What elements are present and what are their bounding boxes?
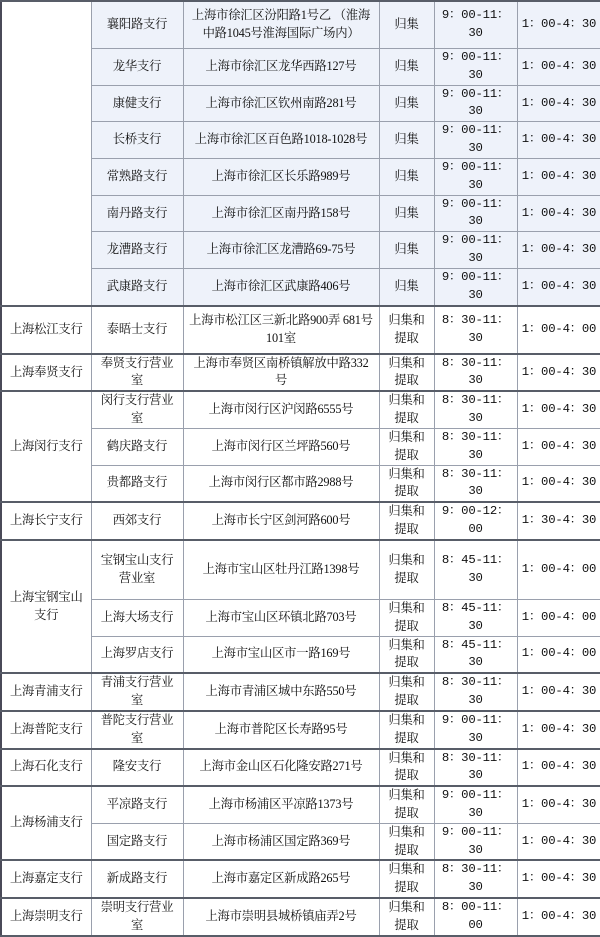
cell-afternoon-hours: 1：00-4：30	[517, 673, 600, 711]
cell-afternoon-hours: 1：00-4：00	[517, 636, 600, 673]
cell-morning-hours: 8：45-11：30	[434, 636, 517, 673]
cell-service-type: 归集和提取	[379, 786, 434, 823]
cell-service-type: 归集和提取	[379, 673, 434, 711]
cell-bank-name: 上海宝钢宝山 支行	[1, 540, 91, 673]
cell-bank-name: 上海松江支行	[1, 306, 91, 354]
table-row	[1, 158, 600, 195]
table-row	[1, 540, 600, 600]
cell-morning-hours: 9：00-11：30	[434, 786, 517, 823]
cell-afternoon-hours: 1：00-4：30	[517, 465, 600, 502]
cell-sub-branch: 龙华支行	[91, 49, 183, 86]
cell-service-type: 归集和提取	[379, 540, 434, 600]
cell-morning-hours: 8：30-11：30	[434, 391, 517, 428]
cell-morning-hours: 8：45-11：30	[434, 540, 517, 600]
cell-service-type: 归集	[379, 49, 434, 86]
cell-bank-name: 上海石化支行	[1, 749, 91, 787]
cell-sub-branch: 普陀支行营业室	[91, 711, 183, 749]
cell-morning-hours: 8：30-11：30	[434, 354, 517, 392]
cell-address: 上海市奉贤区南桥镇解放中路332号	[183, 354, 379, 392]
cell-sub-branch: 新成路支行	[91, 860, 183, 898]
cell-afternoon-hours: 1：00-4：30	[517, 195, 600, 232]
cell-address: 上海市普陀区长寿路95号	[183, 711, 379, 749]
cell-bank-name: 上海青浦支行	[1, 673, 91, 711]
table-row	[1, 898, 600, 936]
cell-address: 上海市杨浦区平凉路1373号	[183, 786, 379, 823]
table-row	[1, 786, 600, 823]
cell-address: 上海市闵行区沪闵路6555号	[183, 391, 379, 428]
cell-sub-branch: 隆安支行	[91, 749, 183, 787]
cell-address: 上海市徐汇区南丹路158号	[183, 195, 379, 232]
cell-address: 上海市长宁区剑河路600号	[183, 502, 379, 540]
table-row	[1, 1, 600, 49]
cell-address: 上海市崇明县城桥镇庙弄2号	[183, 898, 379, 936]
cell-sub-branch: 贵都路支行	[91, 465, 183, 502]
cell-address: 上海市金山区石化隆安路271号	[183, 749, 379, 787]
cell-morning-hours: 8：00-11：00	[434, 898, 517, 936]
cell-morning-hours: 9：00-11：30	[434, 711, 517, 749]
cell-service-type: 归集	[379, 195, 434, 232]
cell-sub-branch: 上海罗店支行	[91, 636, 183, 673]
table-row	[1, 354, 600, 392]
cell-bank-name: 上海崇明支行	[1, 898, 91, 936]
branch-table-body	[1, 1, 600, 936]
cell-address: 上海市徐汇区汾阳路1号乙 （淮海中路1045号淮海国际广场内）	[183, 1, 379, 49]
cell-service-type: 归集	[379, 268, 434, 305]
table-row	[1, 823, 600, 860]
cell-sub-branch: 南丹路支行	[91, 195, 183, 232]
cell-morning-hours: 8：30-11：30	[434, 465, 517, 502]
cell-service-type: 归集	[379, 85, 434, 122]
table-row	[1, 85, 600, 122]
cell-address: 上海市青浦区城中东路550号	[183, 673, 379, 711]
cell-sub-branch: 康健支行	[91, 85, 183, 122]
cell-afternoon-hours: 1：00-4：30	[517, 428, 600, 465]
cell-service-type: 归集	[379, 232, 434, 269]
cell-morning-hours: 9：00-11：30	[434, 85, 517, 122]
cell-sub-branch: 鹤庆路支行	[91, 428, 183, 465]
cell-service-type: 归集和提取	[379, 711, 434, 749]
cell-afternoon-hours: 1：00-4：30	[517, 1, 600, 49]
cell-morning-hours: 9：00-11：30	[434, 195, 517, 232]
table-row	[1, 391, 600, 428]
table-row	[1, 49, 600, 86]
cell-service-type: 归集和提取	[379, 898, 434, 936]
cell-service-type: 归集	[379, 122, 434, 159]
cell-sub-branch: 宝钢宝山支行 营业室	[91, 540, 183, 600]
cell-morning-hours: 9：00-11：30	[434, 122, 517, 159]
cell-afternoon-hours: 1：00-4：30	[517, 786, 600, 823]
cell-afternoon-hours: 1：00-4：00	[517, 599, 600, 636]
table-row	[1, 465, 600, 502]
cell-service-type: 归集和提取	[379, 391, 434, 428]
cell-bank-name: 上海杨浦支行	[1, 786, 91, 860]
table-row	[1, 306, 600, 354]
cell-sub-branch: 西郊支行	[91, 502, 183, 540]
cell-morning-hours: 9：00-11：30	[434, 232, 517, 269]
cell-morning-hours: 9：00-11：30	[434, 1, 517, 49]
cell-afternoon-hours: 1：00-4：30	[517, 898, 600, 936]
table-row	[1, 428, 600, 465]
cell-morning-hours: 8：30-11：30	[434, 306, 517, 354]
cell-address: 上海市宝山区牡丹江路1398号	[183, 540, 379, 600]
table-row	[1, 195, 600, 232]
table-row	[1, 122, 600, 159]
cell-bank-name: 上海普陀支行	[1, 711, 91, 749]
cell-address: 上海市杨浦区国定路369号	[183, 823, 379, 860]
table-row	[1, 711, 600, 749]
table-row	[1, 860, 600, 898]
cell-address: 上海市松江区三新北路900弄 681号101室	[183, 306, 379, 354]
cell-afternoon-hours: 1：00-4：00	[517, 306, 600, 354]
cell-afternoon-hours: 1：00-4：30	[517, 749, 600, 787]
cell-address: 上海市闵行区兰坪路560号	[183, 428, 379, 465]
cell-afternoon-hours: 1：00-4：30	[517, 823, 600, 860]
cell-service-type: 归集和提取	[379, 599, 434, 636]
cell-afternoon-hours: 1：00-4：30	[517, 232, 600, 269]
cell-sub-branch: 崇明支行营业室	[91, 898, 183, 936]
cell-afternoon-hours: 1：00-4：30	[517, 85, 600, 122]
cell-service-type: 归集和提取	[379, 502, 434, 540]
cell-address: 上海市徐汇区长乐路989号	[183, 158, 379, 195]
cell-service-type: 归集	[379, 1, 434, 49]
table-row	[1, 749, 600, 787]
cell-service-type: 归集和提取	[379, 860, 434, 898]
cell-service-type: 归集	[379, 158, 434, 195]
cell-service-type: 归集和提取	[379, 354, 434, 392]
cell-afternoon-hours: 1：00-4：30	[517, 391, 600, 428]
cell-sub-branch: 国定路支行	[91, 823, 183, 860]
cell-address: 上海市闵行区都市路2988号	[183, 465, 379, 502]
cell-afternoon-hours: 1：00-4：30	[517, 158, 600, 195]
cell-sub-branch: 平凉路支行	[91, 786, 183, 823]
table-row	[1, 673, 600, 711]
cell-sub-branch: 青浦支行营业室	[91, 673, 183, 711]
cell-bank-name	[1, 1, 91, 306]
cell-morning-hours: 8：30-11：30	[434, 749, 517, 787]
cell-morning-hours: 9：00-11：30	[434, 49, 517, 86]
cell-address: 上海市徐汇区龙漕路69-75号	[183, 232, 379, 269]
table-row	[1, 232, 600, 269]
cell-afternoon-hours: 1：00-4：30	[517, 122, 600, 159]
cell-sub-branch: 常熟路支行	[91, 158, 183, 195]
cell-morning-hours: 8：30-11：30	[434, 428, 517, 465]
cell-service-type: 归集和提取	[379, 636, 434, 673]
cell-morning-hours: 8：30-11：30	[434, 860, 517, 898]
cell-sub-branch: 上海大场支行	[91, 599, 183, 636]
table-row	[1, 268, 600, 305]
cell-address: 上海市徐汇区武康路406号	[183, 268, 379, 305]
cell-bank-name: 上海嘉定支行	[1, 860, 91, 898]
cell-address: 上海市徐汇区龙华西路127号	[183, 49, 379, 86]
cell-afternoon-hours: 1：00-4：00	[517, 540, 600, 600]
cell-sub-branch: 武康路支行	[91, 268, 183, 305]
cell-sub-branch: 长桥支行	[91, 122, 183, 159]
cell-service-type: 归集和提取	[379, 306, 434, 354]
cell-bank-name: 上海长宁支行	[1, 502, 91, 540]
cell-morning-hours: 9：00-11：30	[434, 158, 517, 195]
table-row	[1, 502, 600, 540]
table-row	[1, 599, 600, 636]
cell-morning-hours: 9：00-12：00	[434, 502, 517, 540]
cell-afternoon-hours: 1：00-4：30	[517, 860, 600, 898]
cell-sub-branch: 泰晤士支行	[91, 306, 183, 354]
cell-address: 上海市宝山区环镇北路703号	[183, 599, 379, 636]
cell-sub-branch: 奉贤支行营业室	[91, 354, 183, 392]
cell-sub-branch: 襄阳路支行	[91, 1, 183, 49]
cell-address: 上海市嘉定区新成路265号	[183, 860, 379, 898]
cell-service-type: 归集和提取	[379, 465, 434, 502]
cell-service-type: 归集和提取	[379, 749, 434, 787]
cell-morning-hours: 9：00-11：30	[434, 823, 517, 860]
cell-afternoon-hours: 1：00-4：30	[517, 354, 600, 392]
table-row	[1, 636, 600, 673]
cell-service-type: 归集和提取	[379, 428, 434, 465]
cell-sub-branch: 龙漕路支行	[91, 232, 183, 269]
cell-afternoon-hours: 1：00-4：30	[517, 49, 600, 86]
cell-address: 上海市徐汇区钦州南路281号	[183, 85, 379, 122]
cell-service-type: 归集和提取	[379, 823, 434, 860]
cell-afternoon-hours: 1：00-4：30	[517, 711, 600, 749]
cell-address: 上海市徐汇区百色路1018-1028号	[183, 122, 379, 159]
cell-sub-branch: 闵行支行营业室	[91, 391, 183, 428]
cell-afternoon-hours: 1：00-4：30	[517, 268, 600, 305]
cell-afternoon-hours: 1：30-4：30	[517, 502, 600, 540]
cell-bank-name: 上海奉贤支行	[1, 354, 91, 392]
cell-bank-name: 上海闵行支行	[1, 391, 91, 502]
cell-address: 上海市宝山区市一路169号	[183, 636, 379, 673]
cell-morning-hours: 8：30-11：30	[434, 673, 517, 711]
cell-morning-hours: 9：00-11：30	[434, 268, 517, 305]
cell-morning-hours: 8：45-11：30	[434, 599, 517, 636]
